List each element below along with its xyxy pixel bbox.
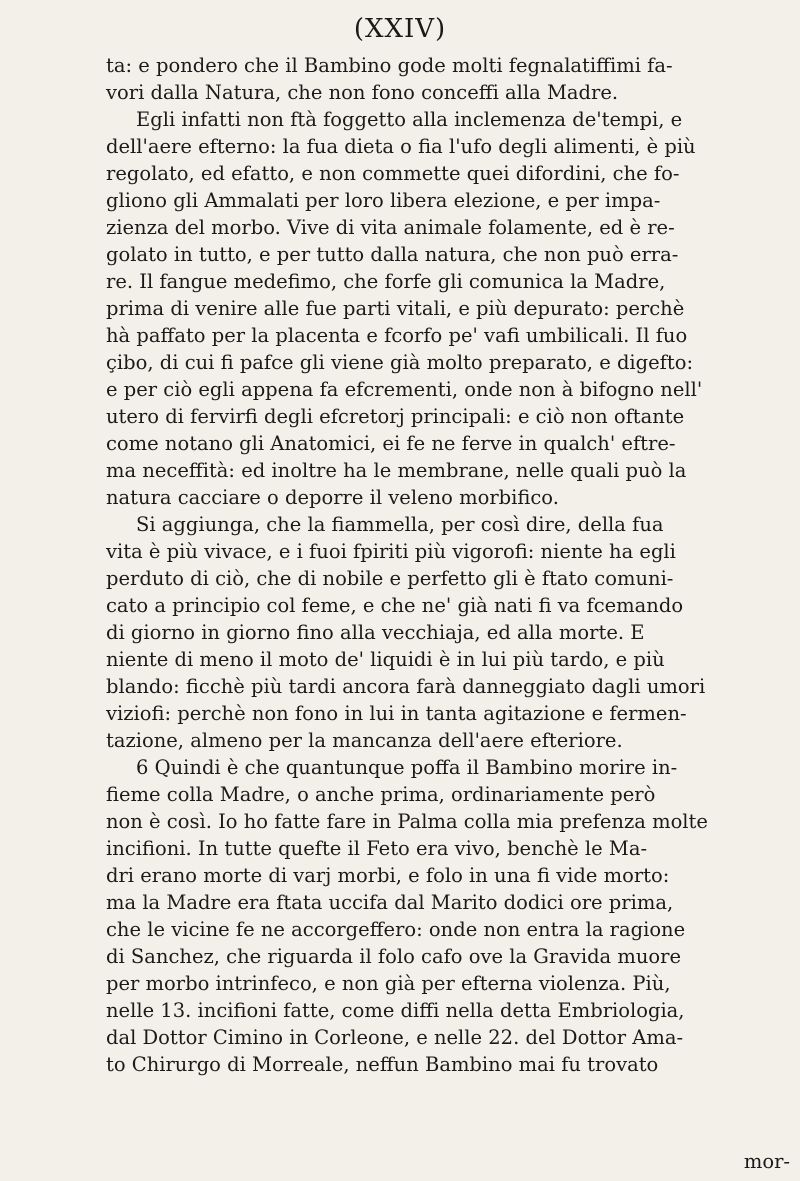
catchword: mor-: [743, 1150, 790, 1173]
text-line: golato in tutto, e per tutto dalla natura, che non può erra-: [106, 243, 679, 266]
text-line: to Chirurgo di Morreale, neffun Bambino mai fu trovato: [106, 1053, 659, 1076]
text-line: di giorno in giorno fino alla vecchiaja, ed alla morte. E: [106, 621, 645, 644]
text-line: viziofi: perchè non fono in lui in tanta agitazione e fermen-: [106, 702, 687, 725]
text-line: incifioni. In tutte quefte il Feto era vivo, benchè le Ma-: [106, 837, 648, 860]
text-line: re. Il fangue medefimo, che forfe gli comunica la Madre,: [106, 270, 666, 293]
text-line: di Sanchez, che riguarda il folo cafo ove la Gravida muore: [106, 945, 682, 968]
text-line: ma neceffità: ed inoltre ha le membrane, nelle quali può la: [106, 459, 687, 482]
text-line: gliono gli Ammalati per loro libera elezione, e per impa-: [106, 189, 661, 212]
text-line: zienza del morbo. Vive di vita animale folamente, ed è re-: [106, 216, 675, 239]
text-line: perduto di ciò, che di nobile e perfetto gli è ftato comuni-: [106, 567, 674, 590]
text-line: cato a principio col feme, e che ne' già nati fi va fcemando: [106, 594, 684, 617]
body-text: [106, 52, 790, 1078]
text-line: e per ciò egli appena fa efcrementi, onde non à bifogno nell': [106, 378, 703, 401]
text-line: come notano gli Anatomici, ei fe ne ferve in qualch' eftre-: [106, 432, 676, 455]
text-line: çibo, di cui fi pafce gli viene già molto preparato, e digefto:: [106, 351, 694, 374]
text-line: niente di meno il moto de' liquidi è in lui più tardo, e più: [106, 648, 665, 671]
text-line: che le vicine fe ne accorgeffero: onde non entra la ragione: [106, 918, 686, 941]
text-line: prima di venire alle fue parti vitali, e più depurato: perchè: [106, 297, 685, 320]
text-line: hà paffato per la placenta e fcorfo pe' vafi umbilicali. Il fuo: [106, 324, 688, 347]
text-line: vori dalla Natura, che non fono conceffi alla Madre.: [106, 81, 619, 104]
text-line: dal Dottor Cimino in Corleone, e nelle 22. del Dottor Ama-: [106, 1026, 684, 1049]
text-line: ta: e pondero che il Bambino gode molti fegnalatiffimi fa-: [106, 54, 673, 77]
text-line: regolato, ed efatto, e non commette quei difordini, che fo-: [106, 162, 680, 185]
text-line: vita è più vivace, e i fuoi fpiriti più vigorofi: niente ha egli: [106, 540, 676, 563]
text-line: Si aggiunga, che la fiammella, per così dire, della fua: [136, 513, 664, 536]
text-line: blando: ficchè più tardi ancora farà danneggiato dagli umori: [106, 675, 706, 698]
text-line: utero di fervirfi degli efcretorj principali: e ciò non oftante: [106, 405, 685, 428]
text-line: fieme colla Madre, o anche prima, ordinariamente però: [106, 783, 656, 806]
text-line: dri erano morte di varj morbi, e folo in una fi vide morto:: [106, 864, 670, 887]
text-line: natura cacciare o deporre il veleno morbifico.: [106, 486, 559, 509]
text-line: nelle 13. incifioni fatte, come diffi nella detta Embriologia,: [106, 999, 685, 1022]
text-line: Egli infatti non ftà foggetto alla inclemenza de'tempi, e: [136, 108, 683, 131]
text-line: dell'aere efterno: la fua dieta o fia l'ufo degli alimenti, è più: [106, 135, 696, 158]
text-line: 6 Quindi è che quantunque poffa il Bambino morire in-: [136, 756, 678, 779]
text-line: ma la Madre era ftata uccifa dal Marito dodici ore prima,: [106, 891, 674, 914]
page-number: (XXIV): [353, 14, 447, 44]
text-line: non è così. Io ho fatte fare in Palma colla mia prefenza molte: [106, 810, 708, 833]
text-line: tazione, almeno per la mancanza dell'aere efteriore.: [106, 729, 623, 752]
text-line: per morbo intrinfeco, e non già per efterna violenza. Più,: [106, 972, 671, 995]
